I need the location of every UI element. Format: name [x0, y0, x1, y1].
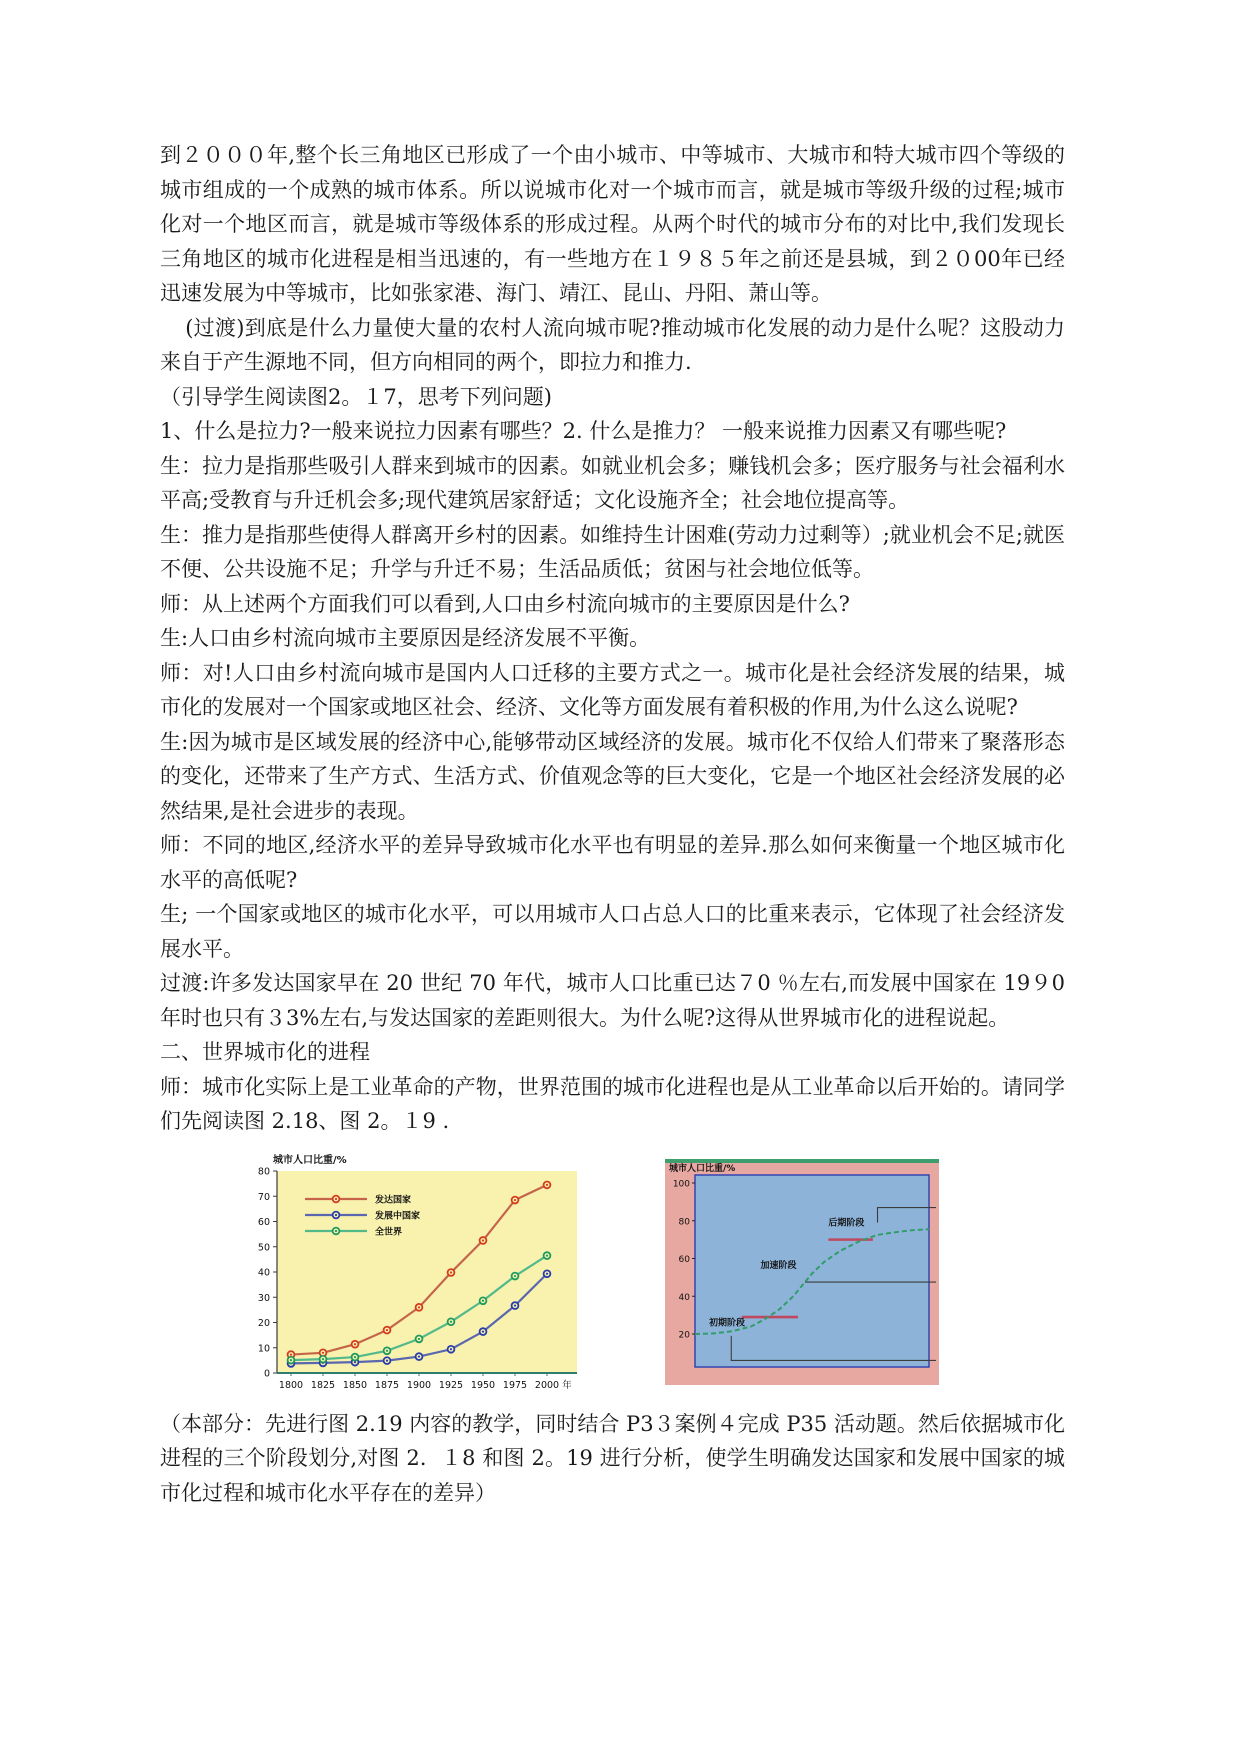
data-point-center	[290, 1353, 292, 1355]
x-tick-label: 1875	[374, 1379, 400, 1391]
data-point-center	[290, 1359, 292, 1361]
plot-background	[277, 1171, 577, 1373]
y-tick-label: 60	[257, 1216, 270, 1228]
legend-label: 发展中国家	[375, 1211, 421, 1221]
data-point-center	[546, 1272, 548, 1274]
paragraph-teacher-migration-mode: 师：对!人口由乡村流向城市是国内人口迁移的主要方式之一。城市化是社会经济发展的结果，城市化的发展对一个国家或地区社会、经济、文化等方面发展有着积极的作用,为什么这么说呢?	[160, 660, 1065, 719]
data-point-center	[386, 1349, 388, 1351]
y-tick-label: 80	[678, 1216, 690, 1227]
paragraph-transition-developed-developing: 过渡:许多发达国家早在 20 世纪 70 年代，城市人口比重已达７0 ％左右,而发展中国家在 19９0 年时也只有３3%左右,与发达国家的差距则很大。为什么呢?这得从世界城市化的进程说起。	[160, 971, 1065, 1030]
y-tick-label: 60	[678, 1254, 690, 1265]
paragraph-teaching-note: （本部分：先进行图 2.19 内容的教学，同时结合 P3３案例４完成 P35 活动题。然后依据城市化进程的三个阶段划分,对图 2．１8 和图 2。19 进行分析，使学生明确发达国家和发展中国家的城市化过程和城市化水平存在的差异）	[160, 1411, 1065, 1505]
x-tick-label: 2000	[534, 1379, 560, 1391]
paragraph-student-economic-imbalance: 生:人口由乡村流向城市主要原因是经济发展不平衡。	[160, 626, 651, 650]
data-point-center	[514, 1198, 516, 1200]
data-point-center	[418, 1355, 420, 1357]
legend-label: 发达国家	[375, 1195, 412, 1205]
data-point-center	[335, 1213, 337, 1215]
x-tick-label: 1800	[278, 1379, 304, 1391]
section-heading-world-urbanization: 二、世界城市化的进程	[160, 1040, 370, 1064]
x-axis-unit: 年	[562, 1379, 572, 1391]
y-tick-label: 30	[257, 1292, 270, 1304]
data-point-center	[386, 1359, 388, 1361]
figure-2-18	[245, 1151, 577, 1397]
x-tick-label: 1950	[470, 1379, 496, 1391]
document-body	[160, 138, 1065, 1510]
paragraph-transition-pull-push: (过渡)到底是什么力量使大量的农村人流向城市呢?推动城市化发展的动力是什么呢？这股动力来自于产生源地不同，但方向相同的两个，即拉力和推力.	[160, 315, 1065, 374]
x-tick-label: 1850	[342, 1379, 368, 1391]
data-point-center	[354, 1355, 356, 1357]
y-tick-label: 100	[672, 1179, 690, 1189]
figure-2-19-chart	[665, 1159, 939, 1385]
x-tick-label: 1825	[310, 1379, 336, 1391]
data-point-center	[335, 1229, 337, 1231]
figure-2-19	[665, 1159, 939, 1385]
data-point-center	[546, 1254, 548, 1256]
data-point-center	[482, 1239, 484, 1241]
data-point-center	[482, 1330, 484, 1332]
plot-background	[695, 1175, 929, 1367]
data-point-center	[450, 1320, 452, 1322]
paragraph-student-push-factors: 生：推力是指那些使得人群离开乡村的因素。如维持生计困难(劳动力过剩等）;就业机会不足;就医不便、公共设施不足；升学与升迁不易；生活品质低；贫困与社会地位低等。	[160, 522, 1065, 581]
paragraph-teacher-industrial-revolution: 师：城市化实际上是工业革命的产物，世界范围的城市化进程也是从工业革命以后开始的。请同学们先阅读图 2.18、图 2。１9 .	[160, 1074, 1065, 1133]
stage-label: 初期阶段	[709, 1318, 746, 1329]
figures-row	[160, 1149, 1065, 1407]
data-point-center	[386, 1328, 388, 1330]
y-tick-label: 20	[257, 1317, 270, 1329]
figure-top-strip	[665, 1159, 939, 1163]
y-tick-label: 40	[257, 1267, 270, 1278]
paragraph-question-pull-push: 1、什么是拉力?一般来说拉力因素有哪些？2. 什么是推力？ 一般来说推力因素又有哪些呢?	[160, 419, 1007, 443]
y-tick-label: 20	[678, 1330, 690, 1340]
x-tick-label: 1900	[406, 1379, 432, 1391]
y-tick-label: 10	[257, 1342, 270, 1354]
data-point-center	[450, 1348, 452, 1350]
x-tick-label: 1925	[438, 1379, 464, 1391]
paragraph-guide-figure-2-17: （引导学生阅读图2。１7，思考下列问题)	[160, 384, 552, 409]
data-point-center	[418, 1337, 420, 1339]
x-tick-label: 1975	[502, 1379, 528, 1391]
data-point-center	[482, 1299, 484, 1301]
y-axis-title: 城市人口比重/%	[273, 1154, 347, 1166]
data-point-center	[335, 1197, 337, 1199]
paragraph-student-urban-population-ratio: 生; 一个国家或地区的城市化水平，可以用城市人口占总人口的比重来表示，它体现了社会经济发展水平。	[160, 902, 1065, 961]
data-point-center	[322, 1358, 324, 1360]
data-point-center	[450, 1271, 452, 1273]
y-tick-label: 70	[257, 1191, 270, 1203]
paragraph-student-city-economic-center: 生:因为城市是区域发展的经济中心,能够带动区域经济的发展。城市化不仅给人们带来了聚落形态的变化，还带来了生产方式、生活方式、价值观念等的巨大变化，它是一个地区社会经济发展的必然结果,是社会进步的表现。	[160, 729, 1065, 823]
data-point-center	[514, 1274, 516, 1276]
paragraph-student-pull-factors: 生：拉力是指那些吸引人群来到城市的因素。如就业机会多；赚钱机会多；医疗服务与社会福利水平高;受教育与升迁机会多;现代建筑居家舒适；文化设施齐全；社会地位提高等。	[160, 453, 1065, 512]
y-tick-label: 40	[678, 1292, 690, 1303]
legend-label: 全世界	[375, 1227, 403, 1237]
y-axis-title: 城市人口比重/%	[669, 1163, 736, 1174]
paragraph-teacher-measure-level: 师：不同的地区,经济水平的差异导致城市化水平也有明显的差异.那么如何来衡量一个地区城市化水平的高低呢?	[160, 833, 1065, 892]
data-point-center	[322, 1351, 324, 1353]
data-point-center	[514, 1304, 516, 1306]
paragraph-changjiang-delta: 到２０００年,整个长三角地区已形成了一个由小城市、中等城市、大城市和特大城市四个等级的城市组成的一个成熟的城市体系。所以说城市化对一个城市而言，就是城市等级升级的过程;城市化对一个地区而言，就是城市等级体系的形成过程。从两个时代的城市分布的对比中,我们发现长三角地区的城市化进程是相当迅速的，有一些地方在１９８５年之前还是县城，到２０00年已经迅速发展为中等城市，比如张家港、海门、靖江、昆山、丹阳、萧山等。	[160, 143, 1065, 305]
stage-label: 后期阶段	[828, 1217, 865, 1228]
stage-label: 加速阶段	[760, 1260, 797, 1271]
figure-2-18-chart	[245, 1151, 577, 1397]
data-point-center	[354, 1343, 356, 1345]
data-point-center	[546, 1183, 548, 1185]
y-tick-label: 0	[263, 1368, 270, 1379]
paragraph-teacher-main-reason-question: 师：从上述两个方面我们可以看到,人口由乡村流向城市的主要原因是什么?	[160, 591, 850, 616]
y-tick-label: 50	[257, 1241, 270, 1253]
y-tick-label: 80	[257, 1166, 270, 1177]
data-point-center	[418, 1306, 420, 1308]
